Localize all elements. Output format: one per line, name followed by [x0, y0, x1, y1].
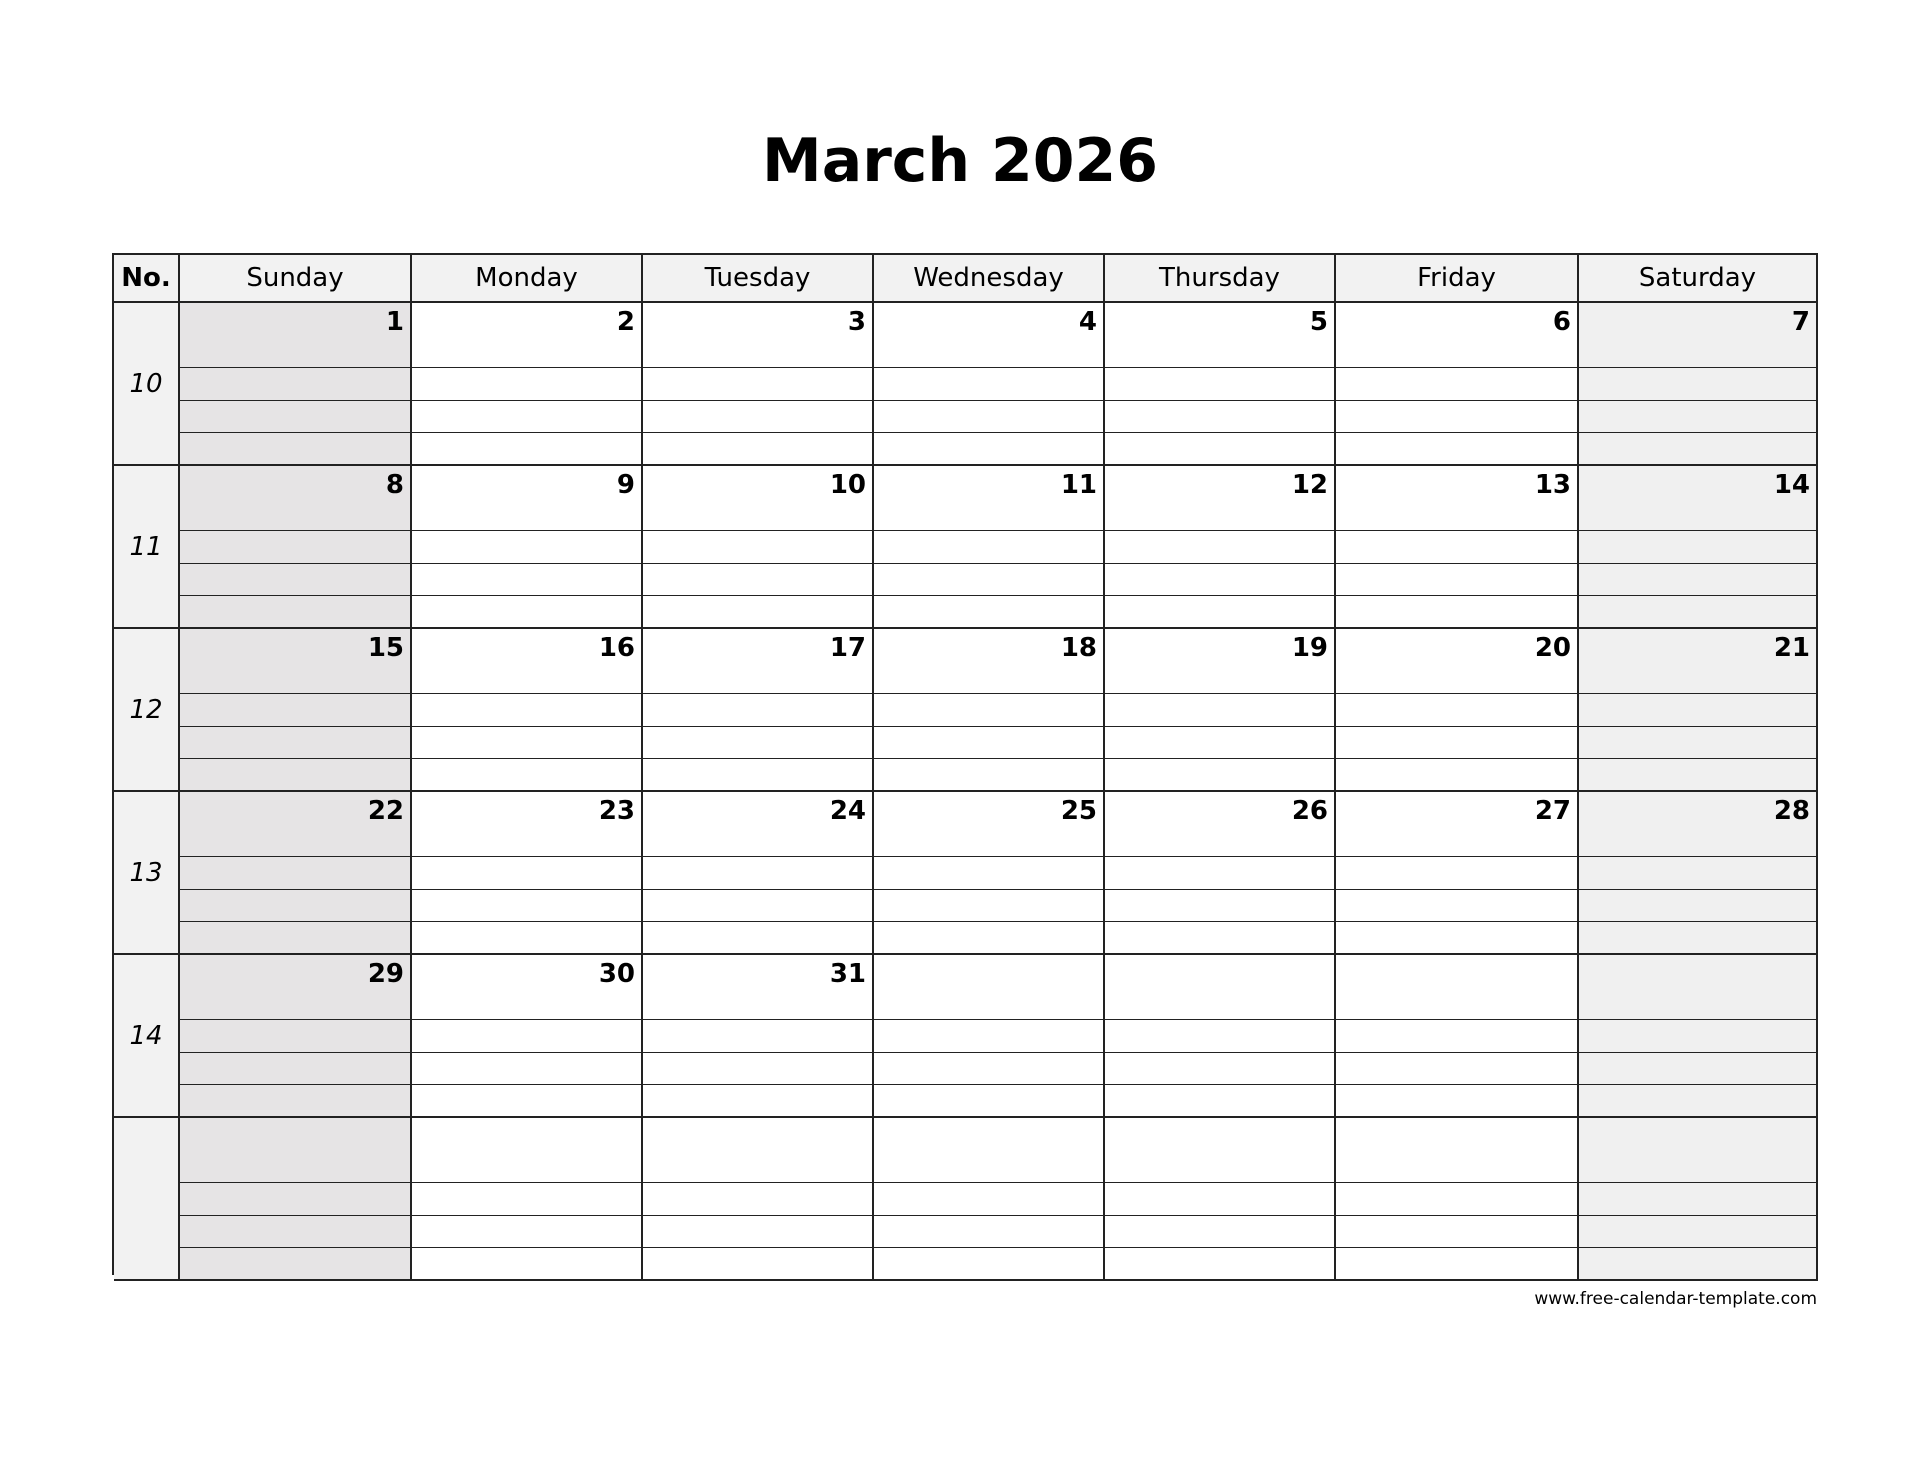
note-line[interactable] [874, 759, 1105, 792]
day-number: 13 [1534, 470, 1571, 500]
footer-website[interactable]: www.free-calendar-template.com [1534, 1289, 1817, 1309]
note-line[interactable] [1105, 531, 1336, 564]
note-line[interactable] [643, 759, 874, 792]
day-number: 4 [1078, 307, 1097, 337]
day-number: 26 [1291, 796, 1328, 826]
note-line[interactable] [643, 368, 874, 401]
note-line[interactable] [1336, 1053, 1579, 1085]
note-line[interactable] [1336, 1248, 1579, 1281]
day-number: 28 [1773, 796, 1810, 826]
note-line[interactable] [180, 727, 412, 759]
note-line[interactable] [180, 922, 412, 955]
note-line[interactable] [1105, 890, 1336, 922]
day-number: 8 [385, 470, 404, 500]
note-line[interactable] [412, 596, 643, 629]
week-number [114, 955, 180, 1118]
day-cell[interactable] [1336, 303, 1579, 368]
note-line[interactable] [412, 1053, 643, 1085]
note-line[interactable] [1579, 1053, 1818, 1085]
note-line[interactable] [1105, 759, 1336, 792]
note-line[interactable] [643, 1216, 874, 1248]
day-cell[interactable] [643, 629, 874, 694]
note-line[interactable] [180, 433, 412, 466]
note-line[interactable] [412, 727, 643, 759]
note-line[interactable] [412, 564, 643, 596]
week-number [114, 792, 180, 955]
day-number: 10 [829, 470, 866, 500]
day-number: 6 [1552, 307, 1571, 337]
note-line[interactable] [874, 1216, 1105, 1248]
day-cell[interactable] [1336, 955, 1579, 1020]
day-cell[interactable] [643, 303, 874, 368]
note-line[interactable] [1579, 922, 1818, 955]
note-line[interactable] [1579, 1020, 1818, 1053]
note-line[interactable] [180, 694, 412, 727]
note-line[interactable] [1336, 1183, 1579, 1216]
day-cell[interactable] [874, 792, 1105, 857]
note-line[interactable] [1105, 922, 1336, 955]
calendar-grid [112, 253, 1818, 1275]
day-number: 23 [598, 796, 635, 826]
day-cell[interactable] [1579, 1118, 1818, 1183]
header-day-monday: Monday [412, 255, 643, 303]
note-line[interactable] [874, 857, 1105, 890]
day-number: 7 [1791, 307, 1810, 337]
day-cell[interactable] [1579, 955, 1818, 1020]
day-cell[interactable] [180, 466, 412, 531]
day-cell[interactable] [643, 1118, 874, 1183]
day-number: 3 [847, 307, 866, 337]
day-number: 5 [1309, 307, 1328, 337]
day-cell[interactable] [180, 1118, 412, 1183]
day-cell[interactable] [643, 792, 874, 857]
note-line[interactable] [643, 433, 874, 466]
note-line[interactable] [643, 857, 874, 890]
day-number: 16 [598, 633, 635, 663]
day-cell[interactable] [874, 955, 1105, 1020]
header-no: No. [114, 255, 180, 303]
note-line[interactable] [180, 1085, 412, 1118]
note-line[interactable] [874, 531, 1105, 564]
note-line[interactable] [874, 1053, 1105, 1085]
note-line[interactable] [1105, 1183, 1336, 1216]
note-line[interactable] [874, 1020, 1105, 1053]
week-number-label: 14 [129, 1020, 163, 1051]
day-cell[interactable] [1336, 792, 1579, 857]
note-line[interactable] [643, 1248, 874, 1281]
note-line[interactable] [1579, 531, 1818, 564]
note-line[interactable] [1579, 857, 1818, 890]
note-line[interactable] [412, 401, 643, 433]
note-line[interactable] [180, 401, 412, 433]
note-line[interactable] [643, 694, 874, 727]
week-number-label: 10 [129, 368, 163, 399]
note-line[interactable] [1105, 694, 1336, 727]
note-line[interactable] [1105, 433, 1336, 466]
note-line[interactable] [874, 922, 1105, 955]
day-cell[interactable] [412, 792, 643, 857]
note-line[interactable] [643, 596, 874, 629]
day-cell[interactable] [874, 1118, 1105, 1183]
note-line[interactable] [1105, 564, 1336, 596]
note-line[interactable] [180, 531, 412, 564]
note-line[interactable] [643, 401, 874, 433]
day-cell[interactable] [1579, 792, 1818, 857]
note-line[interactable] [1336, 759, 1579, 792]
day-number: 20 [1534, 633, 1571, 663]
note-line[interactable] [1336, 857, 1579, 890]
note-line[interactable] [1336, 564, 1579, 596]
note-line[interactable] [412, 433, 643, 466]
day-cell[interactable] [874, 466, 1105, 531]
day-number: 12 [1291, 470, 1328, 500]
day-cell[interactable] [1336, 1118, 1579, 1183]
day-cell[interactable] [1579, 466, 1818, 531]
header-day-wednesday: Wednesday [874, 255, 1105, 303]
note-line[interactable] [1105, 1020, 1336, 1053]
day-number: 24 [829, 796, 866, 826]
week-number [114, 629, 180, 792]
note-line[interactable] [643, 531, 874, 564]
week-number-label: 12 [129, 694, 163, 725]
note-line[interactable] [1579, 1248, 1818, 1281]
note-line[interactable] [412, 368, 643, 401]
note-line[interactable] [1105, 727, 1336, 759]
note-line[interactable] [1105, 401, 1336, 433]
note-line[interactable] [643, 922, 874, 955]
note-line[interactable] [180, 1053, 412, 1085]
note-line[interactable] [1105, 1216, 1336, 1248]
header-day-saturday: Saturday [1579, 255, 1818, 303]
note-line[interactable] [1336, 596, 1579, 629]
day-cell[interactable] [1105, 629, 1336, 694]
note-line[interactable] [412, 922, 643, 955]
note-line[interactable] [412, 531, 643, 564]
note-line[interactable] [1579, 368, 1818, 401]
note-line[interactable] [1579, 727, 1818, 759]
note-line[interactable] [180, 759, 412, 792]
note-line[interactable] [1105, 1053, 1336, 1085]
day-number: 1 [385, 307, 404, 337]
note-line[interactable] [1336, 1020, 1579, 1053]
note-line[interactable] [180, 564, 412, 596]
note-line[interactable] [180, 596, 412, 629]
day-cell[interactable] [643, 955, 874, 1020]
week-number [114, 303, 180, 466]
note-line[interactable] [874, 368, 1105, 401]
day-number: 14 [1773, 470, 1810, 500]
note-line[interactable] [1579, 596, 1818, 629]
day-number: 17 [829, 633, 866, 663]
day-cell[interactable] [1336, 466, 1579, 531]
day-cell[interactable] [1105, 303, 1336, 368]
note-line[interactable] [412, 759, 643, 792]
note-line[interactable] [1336, 1216, 1579, 1248]
day-cell[interactable] [1105, 792, 1336, 857]
note-line[interactable] [412, 1248, 643, 1281]
header-day-tuesday: Tuesday [643, 255, 874, 303]
note-line[interactable] [643, 890, 874, 922]
week-number [114, 1118, 180, 1281]
note-line[interactable] [412, 1085, 643, 1118]
note-line[interactable] [874, 890, 1105, 922]
day-cell[interactable] [874, 629, 1105, 694]
day-cell[interactable] [412, 629, 643, 694]
note-line[interactable] [1579, 1183, 1818, 1216]
day-cell[interactable] [1579, 303, 1818, 368]
day-cell[interactable] [1336, 629, 1579, 694]
day-number: 11 [1060, 470, 1097, 500]
day-cell[interactable] [1105, 466, 1336, 531]
note-line[interactable] [643, 1183, 874, 1216]
note-line[interactable] [412, 694, 643, 727]
day-cell[interactable] [643, 466, 874, 531]
note-line[interactable] [874, 1183, 1105, 1216]
day-cell[interactable] [412, 303, 643, 368]
note-line[interactable] [1336, 1085, 1579, 1118]
day-cell[interactable] [180, 955, 412, 1020]
week-number-label: 11 [129, 531, 163, 562]
day-number: 29 [367, 959, 404, 989]
note-line[interactable] [1336, 368, 1579, 401]
day-cell[interactable] [412, 955, 643, 1020]
note-line[interactable] [643, 1053, 874, 1085]
note-line[interactable] [412, 1020, 643, 1053]
day-number: 21 [1773, 633, 1810, 663]
day-number: 22 [367, 796, 404, 826]
note-line[interactable] [180, 1183, 412, 1216]
note-line[interactable] [643, 1085, 874, 1118]
note-line[interactable] [412, 1183, 643, 1216]
note-line[interactable] [1336, 401, 1579, 433]
note-line[interactable] [874, 564, 1105, 596]
day-number: 27 [1534, 796, 1571, 826]
note-line[interactable] [1105, 596, 1336, 629]
note-line[interactable] [1105, 857, 1336, 890]
day-number: 30 [598, 959, 635, 989]
day-cell[interactable] [180, 792, 412, 857]
day-number: 18 [1060, 633, 1097, 663]
day-cell[interactable] [180, 629, 412, 694]
note-line[interactable] [1336, 727, 1579, 759]
note-line[interactable] [1579, 759, 1818, 792]
note-line[interactable] [874, 694, 1105, 727]
note-line[interactable] [1579, 1216, 1818, 1248]
note-line[interactable] [180, 1248, 412, 1281]
note-line[interactable] [874, 727, 1105, 759]
note-line[interactable] [412, 890, 643, 922]
note-line[interactable] [874, 401, 1105, 433]
note-line[interactable] [643, 564, 874, 596]
note-line[interactable] [643, 727, 874, 759]
day-number: 31 [829, 959, 866, 989]
day-cell[interactable] [1105, 1118, 1336, 1183]
note-line[interactable] [1579, 890, 1818, 922]
note-line[interactable] [1336, 922, 1579, 955]
note-line[interactable] [1105, 368, 1336, 401]
note-line[interactable] [874, 596, 1105, 629]
note-line[interactable] [412, 1216, 643, 1248]
note-line[interactable] [1105, 1085, 1336, 1118]
note-line[interactable] [180, 890, 412, 922]
note-line[interactable] [874, 1248, 1105, 1281]
note-line[interactable] [874, 1085, 1105, 1118]
day-number: 2 [616, 307, 635, 337]
header-day-thursday: Thursday [1105, 255, 1336, 303]
day-number: 19 [1291, 633, 1328, 663]
week-number [114, 466, 180, 629]
header-day-sunday: Sunday [180, 255, 412, 303]
note-line[interactable] [1579, 564, 1818, 596]
note-line[interactable] [412, 857, 643, 890]
note-line[interactable] [1579, 1085, 1818, 1118]
note-line[interactable] [180, 857, 412, 890]
note-line[interactable] [1336, 890, 1579, 922]
note-line[interactable] [1336, 433, 1579, 466]
week-number-label: 13 [129, 857, 163, 888]
note-line[interactable] [874, 433, 1105, 466]
note-line[interactable] [1336, 531, 1579, 564]
note-line[interactable] [180, 1020, 412, 1053]
day-number: 9 [616, 470, 635, 500]
calendar-title: March 2026 [762, 126, 1158, 196]
day-cell[interactable] [412, 1118, 643, 1183]
day-cell[interactable] [412, 466, 643, 531]
day-cell[interactable] [180, 303, 412, 368]
note-line[interactable] [180, 1216, 412, 1248]
day-cell[interactable] [1579, 629, 1818, 694]
day-cell[interactable] [874, 303, 1105, 368]
day-number: 15 [367, 633, 404, 663]
note-line[interactable] [643, 1020, 874, 1053]
note-line[interactable] [1336, 694, 1579, 727]
header-day-friday: Friday [1336, 255, 1579, 303]
day-number: 25 [1060, 796, 1097, 826]
note-line[interactable] [1579, 401, 1818, 433]
note-line[interactable] [1579, 433, 1818, 466]
note-line[interactable] [1105, 1248, 1336, 1281]
note-line[interactable] [180, 368, 412, 401]
day-cell[interactable] [1105, 955, 1336, 1020]
note-line[interactable] [1579, 694, 1818, 727]
